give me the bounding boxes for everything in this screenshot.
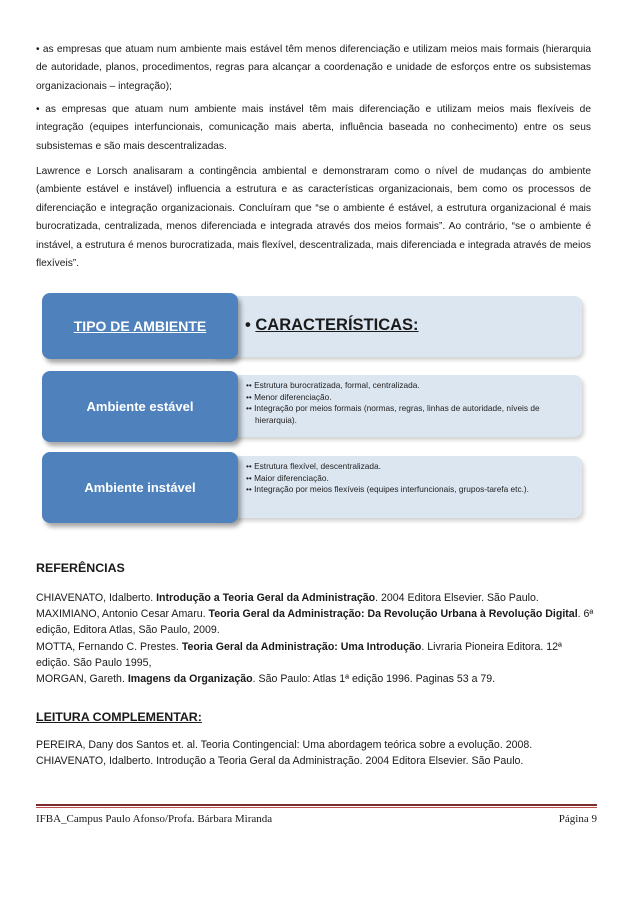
list-item: •• Maior diferenciação.: [246, 472, 329, 483]
paragraph-unstable-environment: • as empresas que atuam num ambiente mais instável têm mais diferenciação e utilizam meios mais flexíveis de integração (equipes interfuncionais, comunicação mais aberta, influência baseada no conhecimento) entre os seus subsistemas e são mais descentralizadas.: [36, 104, 591, 152]
stable-environment-box: Ambiente estável: [42, 371, 238, 442]
footer-author: IFBA_Campus Paulo Afonso/Profa. Bárbara Miranda: [36, 813, 273, 825]
references-list: [36, 590, 596, 687]
paragraph-stable-environment: • as empresas que atuam num ambiente mais estável têm menos diferenciação e utilizam meios mais formais (hierarquia de autoridade, planos, procedimentos, regras para alcançar a coordenação e unidade de esforços entre os subsistemas organizacionais – integração);: [36, 44, 591, 92]
environment-type-header: TIPO DE AMBIENTE: [42, 293, 238, 359]
list-item: PEREIRA, Dany dos Santos et. al. Teoria Contingencial: Uma abordagem teórica sobre a evolução. 2008.: [36, 739, 533, 751]
list-item: •• Integração por meios flexíveis (equipes interfuncionais, grupos-tarefa etc.).: [246, 484, 529, 495]
reference-item: MOTTA, Fernando C. Prestes. Teoria Geral da Administração: Uma Introdução. Livraria Pioneira Editora. 12ª edição. São Paulo 1995,: [36, 640, 562, 669]
reference-item: MAXIMIANO, Antonio Cesar Amaru. Teoria Geral da Administração: Da Revolução Urbana à Revolução Digital. 6ª edição, Editora Atlas, São Paulo, 2009.: [36, 608, 594, 637]
stable-characteristics-list: [246, 380, 576, 426]
list-item: •• Integração por meios formais (normas, regras, linhas de autoridade, níveis de hierarquia).: [246, 403, 540, 425]
reference-item: CHIAVENATO, Idalberto. Introdução a Teoria Geral da Administração. 2004 Editora Elsevier. São Paulo.: [36, 592, 539, 604]
list-item: •• Estrutura burocratizada, formal, centralizada.: [246, 380, 420, 390]
unstable-characteristics-list: [246, 461, 576, 496]
characteristics-title: • CARACTERÍSTICAS:: [245, 316, 419, 334]
complementary-reading-list: [36, 737, 596, 769]
reference-item: MORGAN, Gareth. Imagens da Organização. São Paulo: Atlas 1ª edição 1996. Paginas 53 a 79.: [36, 673, 496, 686]
references-heading: REFERÊNCIAS: [36, 561, 125, 575]
page-number: Página 9: [558, 813, 597, 825]
list-item: CHIAVENATO, Idalberto. Introdução a Teoria Geral da Administração. 2004 Editora Elsevier. São Paulo.: [36, 755, 524, 768]
footer-rule-thin: [36, 807, 597, 808]
list-item: •• Menor diferenciação.: [246, 391, 332, 402]
paragraph-lawrence-lorsch: Lawrence e Lorsch analisaram a contingência ambiental e demonstraram como o nível de mudanças do ambiente (ambiente estável e instável) influencia a estrutura e as características organizacionais, bem como os processos de diferenciação e integração organizacionais. Concluíram que “se o ambiente é estável, a estrutura organizacional é mais burocratizada, centralizada, menos diferenciada e integrada através dos meios formais”. Ao contrário, “se o ambiente é instável, a estrutura é menos burocratizada, mais flexível, descentralizada, mais diferenciada e integrada através de meios flexíveis”.: [36, 166, 591, 270]
unstable-environment-box: Ambiente instável: [42, 452, 238, 523]
page-footer: [36, 813, 597, 825]
list-item: •• Estrutura flexível, descentralizada.: [246, 461, 381, 471]
complementary-reading-heading: LEITURA COMPLEMENTAR:: [36, 710, 202, 724]
footer-rule: [36, 804, 597, 806]
